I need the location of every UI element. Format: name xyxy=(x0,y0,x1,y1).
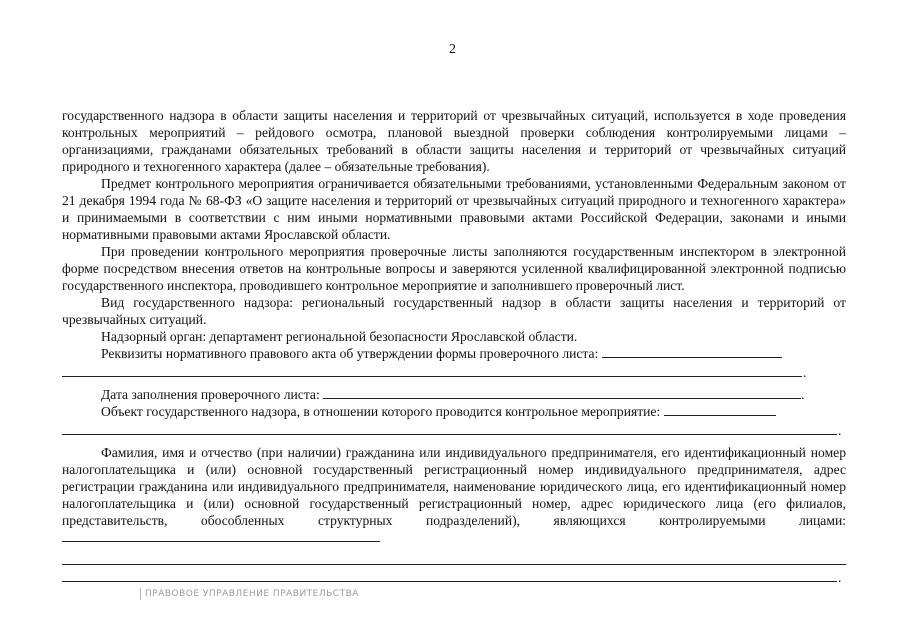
act-details-field-line2[interactable] xyxy=(62,362,802,377)
paragraph-fill-date xyxy=(62,386,846,403)
paragraph-object xyxy=(62,403,846,420)
act-details-field[interactable] xyxy=(602,345,782,358)
controlled-persons-period: . xyxy=(838,570,842,585)
page-number: 2 xyxy=(449,42,456,57)
act-details-period: . xyxy=(803,365,807,380)
object-field[interactable] xyxy=(664,403,776,416)
registration-stamp: ПРАВОВОЕ УПРАВЛЕНИЕ ПРАВИТЕЛЬСТВА xyxy=(140,588,359,600)
paragraph-supervision-type: Вид государственного надзора: региональный государственный надзор в области защиты населения и территорий от чрезвычайных ситуаций. xyxy=(62,295,846,327)
paragraph-subject: Предмет контрольного мероприятия ограничивается обязательными требованиями, установленными Федеральным законом от 21 декабря 1994 года № 68-ФЗ «О защите населения и территорий от чрезвычайных ситуаций природного и техногенного характера» и принимаемыми в соответствии с ним иными нормативными правовыми актами Российской Федерации, законами и иными нормативными правовыми актами Ярославской области. xyxy=(62,176,846,242)
document-body xyxy=(62,107,846,583)
object-period: . xyxy=(838,423,842,438)
object-field-line2[interactable] xyxy=(62,420,837,435)
controlled-persons-label: Фамилия, имя и отчество (при наличии) гражданина или индивидуального предпринимателя, его идентификационный номер налогоплательщика и (или) основной государственный регистрационный номер индивидуального предпринимателя, адрес регистрации гражданина или индивидуального предпринимателя, наименование юридического лица, его идентификационный номер налогоплательщика и (или) основной государственный регистрационный номер, адрес юридического лица (его филиалов, представительств, обособленных структурных подразделений), являющихся контролируемыми лицами: xyxy=(62,445,846,528)
object-label: Объект государственного надзора, в отношении которого проводится контрольное мероприятие: xyxy=(101,404,661,419)
fill-date-period: . xyxy=(801,387,805,402)
controlled-persons-field-line3[interactable] xyxy=(62,567,837,582)
controlled-persons-field[interactable] xyxy=(62,529,380,542)
paragraph-scope: государственного надзора в области защиты населения и территорий от чрезвычайных ситуаций, используется в ходе проведения контрольных мероприятий – рейдового осмотра, плановой выездной проверки соблюдения контролируемыми лицами – организациями, гражданами обязательных требований в области защиты населения и территорий от чрезвычайных ситуаций природного и техногенного характера (далее – обязательные требования). xyxy=(62,108,846,174)
paragraph-authority: Надзорный орган: департамент региональной безопасности Ярославской области. xyxy=(101,329,578,344)
paragraph-controlled-persons xyxy=(62,444,846,546)
fill-date-label: Дата заполнения проверочного листа: xyxy=(101,387,320,402)
fill-date-field[interactable] xyxy=(323,386,801,399)
act-details-label: Реквизиты нормативного правового акта об утверждении формы проверочного листа: xyxy=(101,346,599,361)
paragraph-act-details xyxy=(62,345,846,362)
controlled-persons-field-line2[interactable] xyxy=(62,550,846,565)
paragraph-procedure: При проведении контрольного мероприятия проверочные листы заполняются государственным инспектором в электронной форме посредством внесения ответов на контрольные вопросы и заверяются усиленной квалифицированной электронной подписью государственного инспектора, проводившего контрольное мероприятие и заполнившего проверочный лист. xyxy=(62,244,846,293)
